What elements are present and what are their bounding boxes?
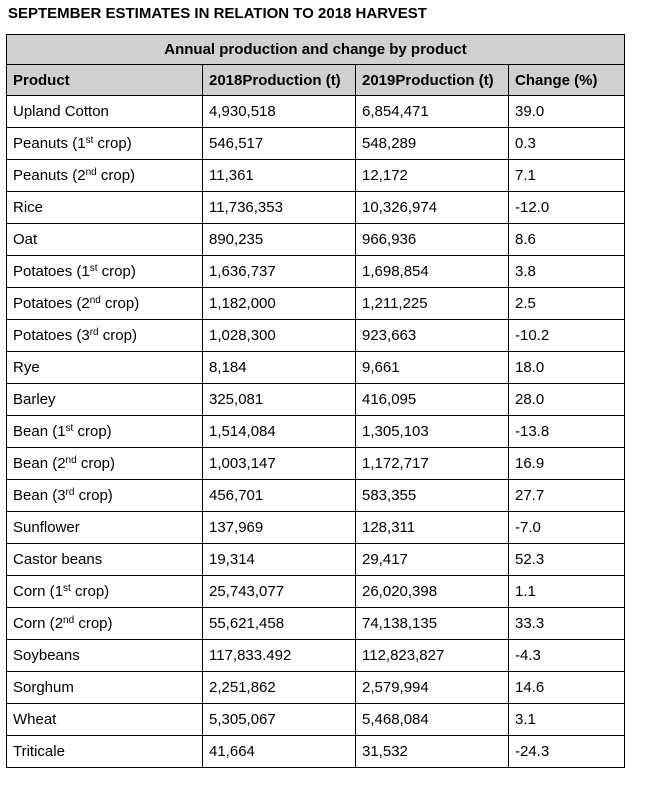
cell-2018-production: 25,743,077 [203, 576, 356, 608]
cell-product [7, 480, 203, 512]
product-name: Potatoes ( [13, 327, 82, 344]
table-row [7, 544, 625, 576]
cell-2018-production: 137,969 [203, 512, 356, 544]
product-name-end: crop) [70, 583, 110, 600]
product-name-end: crop) [93, 135, 132, 152]
cell-product [7, 288, 203, 320]
cell-product [7, 192, 203, 224]
cell-change: 27.7 [509, 480, 625, 512]
cell-2018-production: 325,081 [203, 384, 356, 416]
crop-ordinal-suffix: nd [65, 455, 77, 466]
cell-2019-production: 1,172,717 [356, 448, 509, 480]
cell-change: 33.3 [509, 608, 625, 640]
product-name-end: crop) [98, 327, 137, 344]
cell-2018-production: 11,361 [203, 160, 356, 192]
table-row [7, 736, 625, 768]
crop-ordinal-suffix: nd [89, 295, 101, 306]
product-name: Bean ( [13, 455, 58, 472]
cell-product [7, 352, 203, 384]
cell-2019-production: 583,355 [356, 480, 509, 512]
cell-change: -4.3 [509, 640, 625, 672]
cell-2019-production: 1,211,225 [356, 288, 509, 320]
cell-change: 7.1 [509, 160, 625, 192]
column-header-2019-production: 2019Production (t) [356, 65, 509, 96]
cell-2019-production: 128,311 [356, 512, 509, 544]
table-caption-row [7, 35, 625, 65]
cell-2018-production: 890,235 [203, 224, 356, 256]
table-row [7, 640, 625, 672]
crop-ordinal-suffix: st [89, 263, 98, 274]
crop-ordinal-suffix: nd [63, 615, 75, 626]
column-header-2018-production: 2018Production (t) [203, 65, 356, 96]
cell-2018-production: 1,028,300 [203, 320, 356, 352]
product-name: Oat [13, 231, 38, 248]
crop-ordinal-number: 1 [81, 263, 90, 280]
product-name-end: crop) [76, 455, 116, 472]
cell-2018-production: 1,514,084 [203, 416, 356, 448]
crop-ordinal-suffix: nd [85, 167, 97, 178]
cell-2018-production: 1,636,737 [203, 256, 356, 288]
crop-ordinal-number: 3 [81, 327, 90, 344]
cell-change: 14.6 [509, 672, 625, 704]
cell-change: 52.3 [509, 544, 625, 576]
product-name: Wheat [13, 711, 57, 728]
cell-2018-production: 4,930,518 [203, 96, 356, 128]
crop-ordinal-number: 2 [77, 167, 86, 184]
product-name: Bean ( [13, 423, 58, 440]
table-row [7, 608, 625, 640]
cell-2018-production: 546,517 [203, 128, 356, 160]
cell-product [7, 640, 203, 672]
cell-product [7, 672, 203, 704]
cell-change: 3.8 [509, 256, 625, 288]
cell-product [7, 96, 203, 128]
cell-2019-production: 31,532 [356, 736, 509, 768]
product-name: Rye [13, 359, 40, 376]
cell-product [7, 576, 203, 608]
table-row [7, 448, 625, 480]
product-name: Peanuts ( [13, 167, 78, 184]
product-name: Corn ( [13, 615, 55, 632]
product-name: Potatoes ( [13, 263, 82, 280]
cell-2018-production: 117,833.492 [203, 640, 356, 672]
product-name: Bean ( [13, 487, 58, 504]
table-row [7, 96, 625, 128]
cell-product [7, 256, 203, 288]
cell-change: 0.3 [509, 128, 625, 160]
table-row [7, 576, 625, 608]
table-row [7, 704, 625, 736]
table-row [7, 384, 625, 416]
cell-product [7, 320, 203, 352]
cell-2019-production: 5,468,084 [356, 704, 509, 736]
column-header-change: Change (%) [509, 65, 625, 96]
cell-2019-production: 26,020,398 [356, 576, 509, 608]
cell-2019-production: 1,698,854 [356, 256, 509, 288]
cell-change: -13.8 [509, 416, 625, 448]
product-name-end: crop) [74, 615, 113, 632]
cell-change: -24.3 [509, 736, 625, 768]
cell-2019-production: 923,663 [356, 320, 509, 352]
cell-2018-production: 2,251,862 [203, 672, 356, 704]
product-name-end: crop) [96, 167, 136, 184]
cell-product [7, 512, 203, 544]
product-name: Corn ( [13, 583, 55, 600]
product-name-end: crop) [73, 423, 112, 440]
cell-2018-production: 41,664 [203, 736, 356, 768]
cell-product [7, 608, 203, 640]
cell-2018-production: 8,184 [203, 352, 356, 384]
cell-product [7, 160, 203, 192]
cell-change: 39.0 [509, 96, 625, 128]
cell-product [7, 704, 203, 736]
crop-ordinal-number: 3 [57, 487, 66, 504]
cell-2019-production: 74,138,135 [356, 608, 509, 640]
cell-change: -10.2 [509, 320, 625, 352]
product-name: Upland Cotton [13, 103, 109, 120]
crop-ordinal-number: 2 [81, 295, 90, 312]
cell-product [7, 384, 203, 416]
cell-2018-production: 19,314 [203, 544, 356, 576]
table-row [7, 480, 625, 512]
cell-2018-production: 1,182,000 [203, 288, 356, 320]
crop-ordinal-suffix: rd [89, 327, 99, 338]
document-title: SEPTEMBER ESTIMATES IN RELATION TO 2018 HARVEST [8, 5, 427, 22]
table-row [7, 416, 625, 448]
product-name: Peanuts ( [13, 135, 78, 152]
product-name-end: crop) [97, 263, 136, 280]
cell-change: 2.5 [509, 288, 625, 320]
table-row [7, 128, 625, 160]
cell-2019-production: 29,417 [356, 544, 509, 576]
cell-change: 16.9 [509, 448, 625, 480]
cell-2019-production: 2,579,994 [356, 672, 509, 704]
product-name-end: crop) [100, 295, 140, 312]
table-caption: Annual production and change by product [7, 35, 625, 65]
cell-2018-production: 11,736,353 [203, 192, 356, 224]
product-name: Soybeans [13, 647, 80, 664]
product-name: Castor beans [13, 551, 103, 568]
crop-ordinal-suffix: rd [65, 487, 75, 498]
production-table [6, 34, 625, 768]
crop-ordinal-number: 2 [54, 615, 64, 632]
cell-change: -12.0 [509, 192, 625, 224]
cell-2018-production: 456,701 [203, 480, 356, 512]
table-row [7, 288, 625, 320]
cell-product [7, 448, 203, 480]
table-row [7, 352, 625, 384]
cell-2019-production: 548,289 [356, 128, 509, 160]
cell-change: 1.1 [509, 576, 625, 608]
cell-change: 3.1 [509, 704, 625, 736]
product-name-end: crop) [74, 487, 113, 504]
table-header-row [7, 65, 625, 96]
table-row [7, 224, 625, 256]
table-row [7, 256, 625, 288]
cell-product [7, 544, 203, 576]
product-name: Triticale [13, 743, 65, 760]
cell-2019-production: 12,172 [356, 160, 509, 192]
crop-ordinal-number: 1 [57, 423, 66, 440]
cell-product [7, 128, 203, 160]
crop-ordinal-number: 2 [57, 455, 66, 472]
product-name: Rice [13, 199, 44, 216]
table-row [7, 160, 625, 192]
cell-2019-production: 1,305,103 [356, 416, 509, 448]
table-row [7, 320, 625, 352]
cell-2019-production: 416,095 [356, 384, 509, 416]
cell-product [7, 736, 203, 768]
product-name: Sorghum [13, 679, 74, 696]
cell-2019-production: 6,854,471 [356, 96, 509, 128]
product-name: Barley [13, 391, 56, 408]
product-name: Potatoes ( [13, 295, 82, 312]
cell-product [7, 224, 203, 256]
cell-change: 8.6 [509, 224, 625, 256]
crop-ordinal-number: 1 [77, 135, 86, 152]
table-row [7, 192, 625, 224]
cell-2018-production: 5,305,067 [203, 704, 356, 736]
cell-change: -7.0 [509, 512, 625, 544]
table-row [7, 512, 625, 544]
cell-2018-production: 1,003,147 [203, 448, 356, 480]
crop-ordinal-suffix: st [63, 583, 71, 594]
cell-2019-production: 9,661 [356, 352, 509, 384]
cell-product [7, 416, 203, 448]
table-row [7, 672, 625, 704]
cell-change: 18.0 [509, 352, 625, 384]
cell-2018-production: 55,621,458 [203, 608, 356, 640]
crop-ordinal-suffix: st [65, 423, 74, 434]
crop-ordinal-number: 1 [54, 583, 64, 600]
cell-2019-production: 112,823,827 [356, 640, 509, 672]
cell-2019-production: 966,936 [356, 224, 509, 256]
product-name: Sunflower [13, 519, 80, 536]
crop-ordinal-suffix: st [85, 135, 94, 146]
column-header-product: Product [7, 65, 203, 96]
cell-change: 28.0 [509, 384, 625, 416]
cell-2019-production: 10,326,974 [356, 192, 509, 224]
